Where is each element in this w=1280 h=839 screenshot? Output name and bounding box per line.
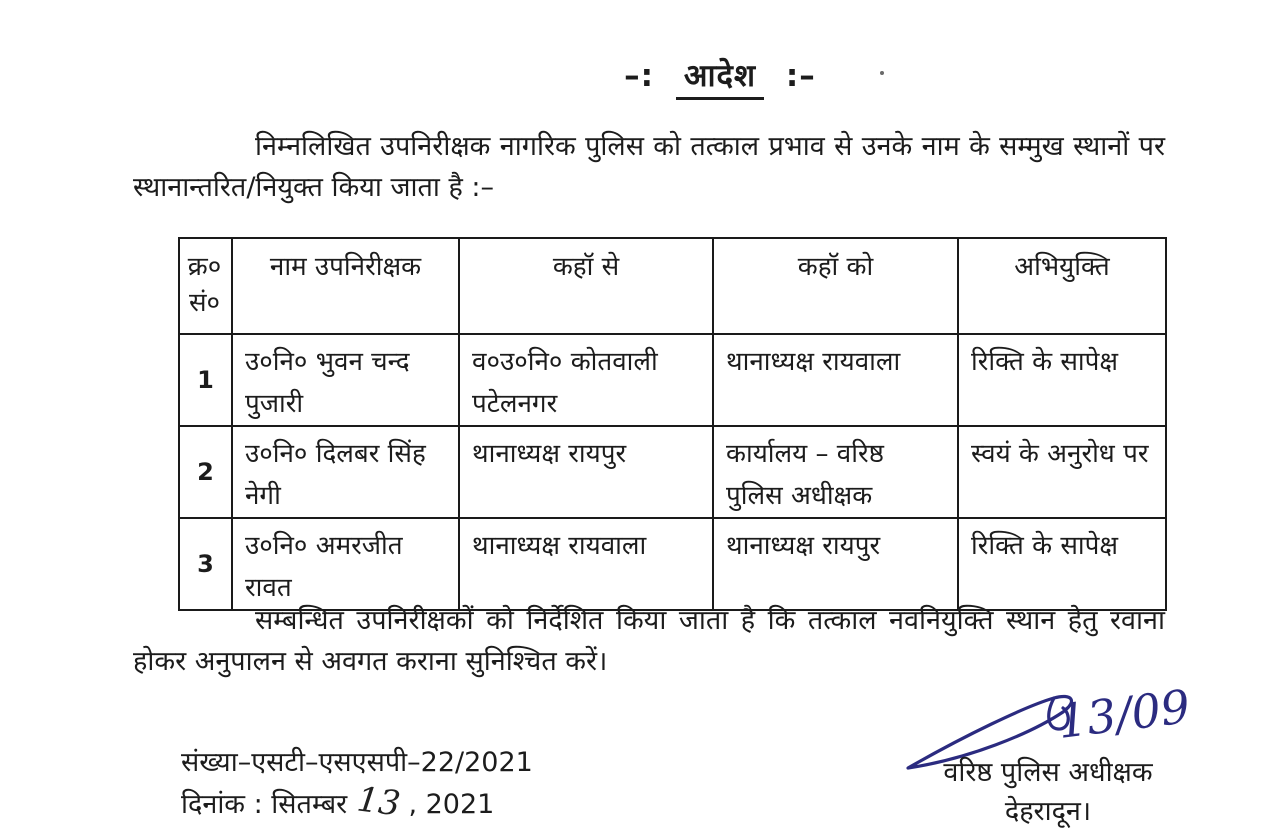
reference-number: संख्या–एसटी–एसएसपी–22/2021 xyxy=(181,747,533,778)
signatory-title: वरिष्ठ पुलिस अधीक्षक xyxy=(943,757,1153,788)
opening-paragraph: निम्नलिखित उपनिरीक्षक नागरिक पुलिस को तत्काल प्रभाव से उनके नाम के सम्मुख स्थानों पर स्थानान्तरित/नियुक्त किया जाता है :– xyxy=(133,131,1165,203)
header-serial-number xyxy=(179,238,232,334)
row1-from: व०उ०नि० कोतवाली पटेलनगर xyxy=(459,334,713,426)
row2-remark: स्वयं के अनुरोध पर xyxy=(958,426,1166,518)
transfer-table xyxy=(178,237,1167,611)
date-rest: , 2021 xyxy=(408,789,495,820)
closing-paragraph: सम्बन्धित उपनिरीक्षकों को निर्देशित किया जाता है कि तत्काल नवनियुक्ति स्थान हेतु रवाना होकर अनुपालन से अवगत कराना सुनिश्चित करें। xyxy=(133,605,1165,677)
row3-serial: 3 xyxy=(179,518,232,610)
row2-name: उ०नि० दिलबर सिंह नेगी xyxy=(232,426,459,518)
title-suffix: :– xyxy=(785,58,816,94)
signatory-place: देहरादून। xyxy=(1004,796,1092,827)
table-row xyxy=(179,426,1166,518)
row1-serial: 1 xyxy=(179,334,232,426)
row3-name: उ०नि० अमरजीत रावत xyxy=(232,518,459,610)
scan-artifact-dot xyxy=(880,71,884,75)
header-to: कहॉ को xyxy=(713,238,958,334)
row1-name: उ०नि० भुवन चन्द पुजारी xyxy=(232,334,459,426)
signature-date-text: 13/09 xyxy=(1054,679,1193,749)
table-header xyxy=(179,238,1166,334)
handwritten-date-day: 13 xyxy=(354,779,403,825)
table-row xyxy=(179,518,1166,610)
header-from: कहॉ से xyxy=(459,238,713,334)
table-row xyxy=(179,334,1166,426)
date-line xyxy=(181,779,495,825)
header-remark: अभियुक्ति xyxy=(958,238,1166,334)
header-serial-line2: सं० xyxy=(188,288,221,318)
header-serial-line1: क्र० xyxy=(187,252,222,282)
row3-remark: रिक्ति के सापेक्ष xyxy=(958,518,1166,610)
title-word-underlined: आदेश xyxy=(676,58,764,100)
row3-from: थानाध्यक्ष रायवाला xyxy=(459,518,713,610)
header-name: नाम उपनिरीक्षक xyxy=(232,238,459,334)
page-title xyxy=(440,54,1000,96)
date-label: दिनांक : सितम्बर xyxy=(181,789,348,820)
row2-from: थानाध्यक्ष रायपुर xyxy=(459,426,713,518)
table-header-row xyxy=(179,238,1166,334)
row1-to: थानाध्यक्ष रायवाला xyxy=(713,334,958,426)
row2-to: कार्यालय – वरिष्ठ पुलिस अधीक्षक xyxy=(713,426,958,518)
row2-serial: 2 xyxy=(179,426,232,518)
row3-to: थानाध्यक्ष रायपुर xyxy=(713,518,958,610)
row1-remark: रिक्ति के सापेक्ष xyxy=(958,334,1166,426)
title-prefix: –: xyxy=(624,58,655,94)
